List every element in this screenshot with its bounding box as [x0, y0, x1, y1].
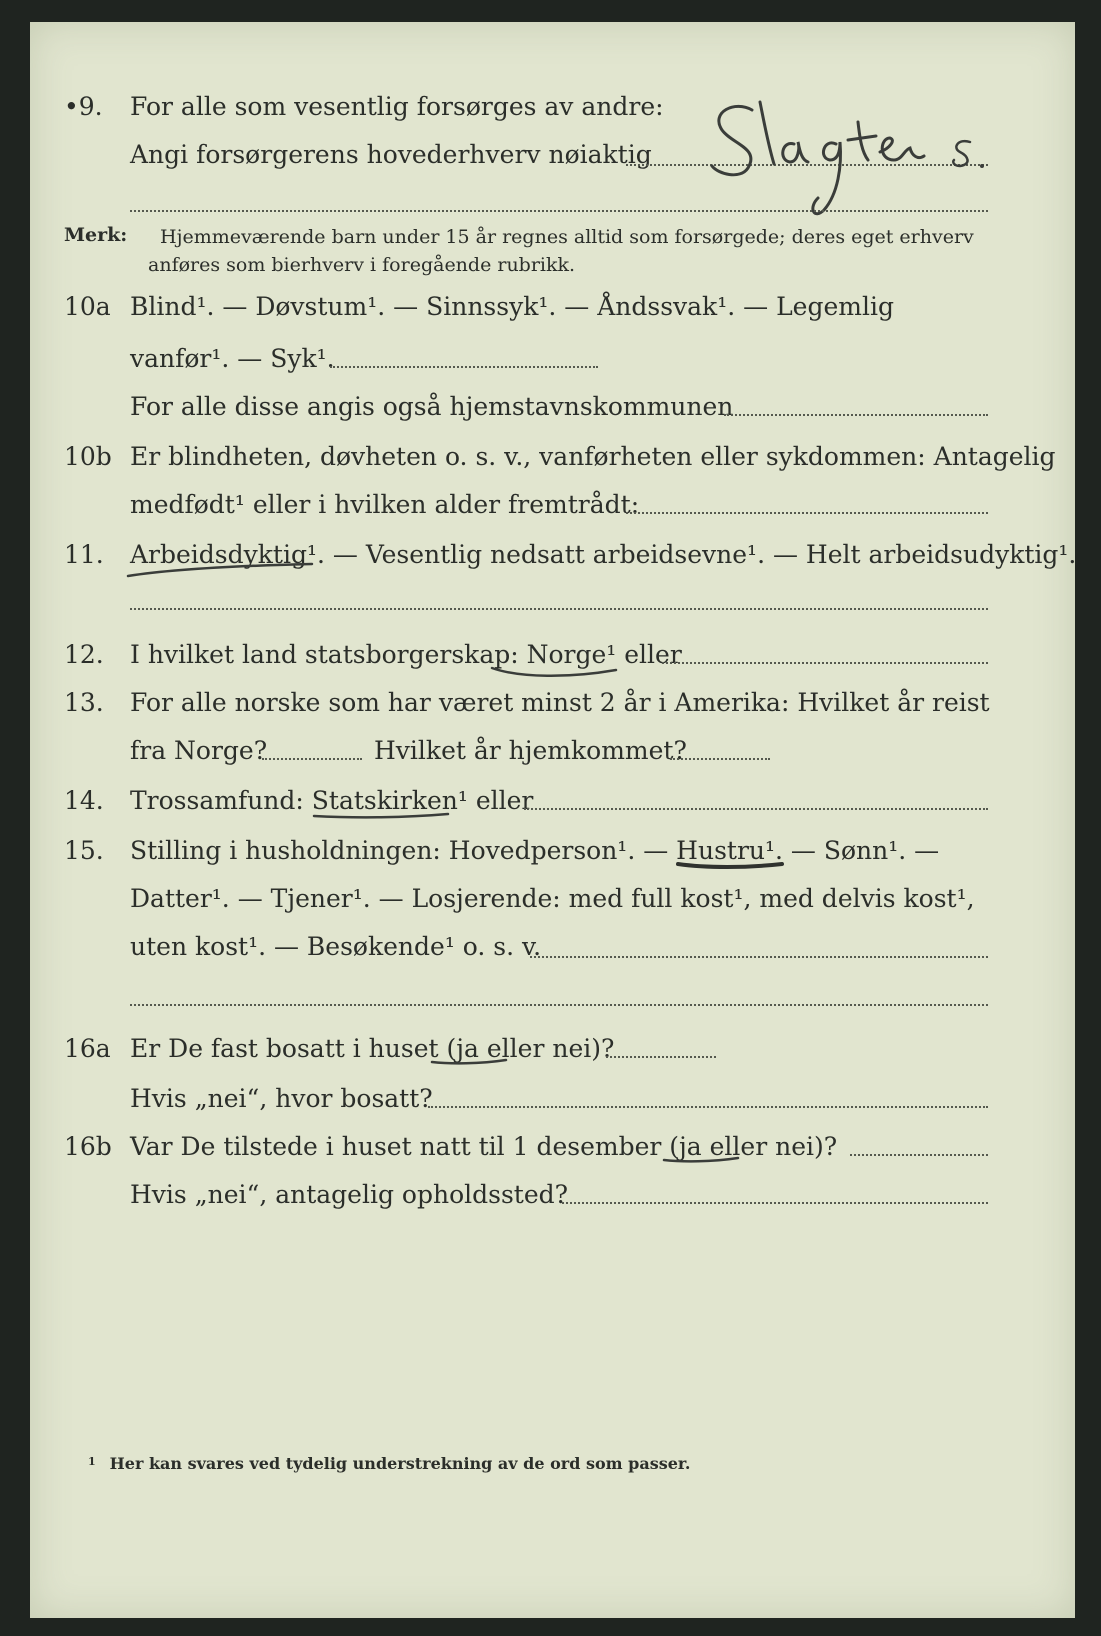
q14-number: 14.: [64, 786, 104, 815]
q11-answer-line[interactable]: [130, 608, 988, 610]
q16a-line1: Er De fast bosatt i huset (ja eller nei)?: [130, 1034, 615, 1063]
q10a-home-municipality-line[interactable]: [724, 414, 988, 416]
handwritten-underline-statskirken: [312, 808, 452, 824]
q12-answer-line[interactable]: [662, 662, 988, 664]
q13-number: 13.: [64, 688, 104, 717]
q14-answer-line[interactable]: [524, 808, 988, 810]
q16b-line1: Var De tilstede i huset natt til 1 desember (ja eller nei)?: [130, 1132, 838, 1161]
q9-line2: Angi forsørgerens hovederhverv nøiaktig: [130, 140, 652, 169]
q16b-whereabouts-line[interactable]: [562, 1202, 988, 1204]
q10a-line1: Blind¹. — Døvstum¹. — Sinnssyk¹. — Åndssvak¹. — Legemlig: [130, 292, 894, 321]
q15-number: 15.: [64, 836, 104, 865]
q16a-residence-line[interactable]: [428, 1106, 988, 1108]
q13-line2a: fra Norge?: [130, 736, 268, 765]
q11-number: 11.: [64, 540, 104, 569]
q10b-line2: medfødt¹ eller i hvilken alder fremtrådt:: [130, 490, 640, 519]
q9-line1: For alle som vesentlig forsørges av andre:: [130, 92, 664, 121]
q16a-line2: Hvis „nei“, hvor bosatt?: [130, 1084, 433, 1113]
handwritten-underline-norge: [490, 662, 620, 684]
q15-answer-line[interactable]: [530, 956, 988, 958]
census-form-page: [30, 22, 1075, 1618]
q11-line1: Arbeidsdyktig¹. — Vesentlig nedsatt arbeidsevne¹. — Helt arbeidsudyktig¹.: [130, 540, 1077, 569]
q12-number: 12.: [64, 640, 104, 669]
q10a-answer-line[interactable]: [330, 366, 598, 368]
q12-line1: I hvilket land statsborgerskap: Norge¹ eller: [130, 640, 682, 669]
q15-answer-line-2[interactable]: [130, 1004, 988, 1006]
merk-line1: Hjemmeværende barn under 15 år regnes alltid som forsørgede; deres eget erhverv: [160, 226, 974, 248]
handwritten-underline-ja-16b: [662, 1152, 742, 1166]
footnote-mark: 1: [88, 1455, 96, 1468]
handwritten-underline-hustru: [676, 856, 786, 872]
handwritten-underline-arbeidsdyktig: [126, 556, 316, 580]
q16b-answer-line[interactable]: [850, 1154, 988, 1156]
footnote: [88, 1454, 690, 1473]
q10a-line2: vanfør¹. — Syk¹.: [130, 344, 335, 373]
q10b-number: 10b: [64, 442, 112, 471]
q10a-number: 10a: [64, 292, 111, 321]
q10a-line3: For alle disse angis også hjemstavnskommunen: [130, 392, 734, 421]
q10b-answer-line[interactable]: [626, 512, 988, 514]
q16a-number: 16a: [64, 1034, 111, 1063]
q16b-line2: Hvis „nei“, antagelig opholdssted?: [130, 1180, 569, 1209]
q9-number: •9.: [64, 92, 103, 121]
handwritten-answer-q9: [690, 82, 990, 222]
q13-line1: For alle norske som har været minst 2 år i Amerika: Hvilket år reist: [130, 688, 990, 717]
q15-line3: uten kost¹. — Besøkende¹ o. s. v.: [130, 932, 542, 961]
q13-line2b: Hvilket år hjemkommet?: [374, 736, 687, 765]
q15-line2: Datter¹. — Tjener¹. — Losjerende: med full kost¹, med delvis kost¹,: [130, 884, 975, 913]
q13-year-left-line[interactable]: [262, 758, 362, 760]
q15-line1: Stilling i husholdningen: Hovedperson¹. — Hustru¹. — Sønn¹. —: [130, 836, 940, 865]
q16a-answer-line[interactable]: [606, 1056, 716, 1058]
merk-line2: anføres som bierhverv i foregående rubrikk.: [148, 254, 576, 276]
merk-label: Merk:: [64, 224, 128, 246]
q9-answer-line-2[interactable]: [130, 210, 988, 212]
q10b-line1: Er blindheten, døvheten o. s. v., vanførheten eller sykdommen: Antagelig: [130, 442, 1056, 471]
q16b-number: 16b: [64, 1132, 112, 1161]
footnote-text: Her kan svares ved tydelig understrekning av de ord som passer.: [109, 1454, 691, 1473]
q13-year-returned-line[interactable]: [670, 758, 770, 760]
q14-line1: Trossamfund: Statskirken¹ eller: [130, 786, 534, 815]
handwritten-underline-ja-16a: [430, 1054, 510, 1068]
